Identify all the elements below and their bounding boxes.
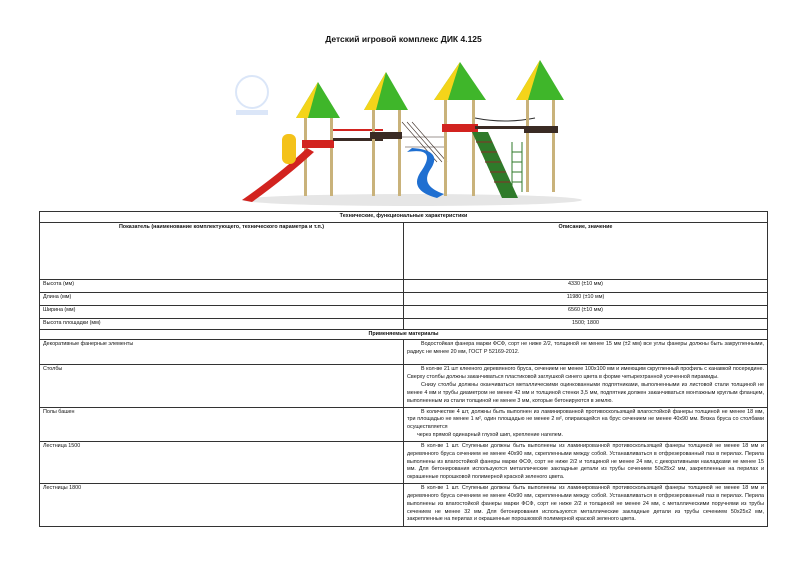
material-paragraph: Водостойкая фанера марки ФСФ, сорт не ниже 2/2, толщиной не менее 15 мм (±2 мм) все углы фанеры должны быть закругленными, радиус не менее 20 мм, ГОСТ Р 52169-2012.: [407, 341, 764, 356]
table-row: [40, 365, 768, 407]
table-row: [40, 340, 768, 365]
materials-header: Применяемые материалы: [40, 329, 768, 340]
spec-table: [39, 211, 768, 527]
material-paragraph: В кол-ве 21 шт клееного деревянного бруса, сечением не менее 100х100 мм и имеющим скругленный профиль с канавкой посередине. Сверху столбы должны заканчиваться пластиковой заглушкой синего цвета в форме четырехгранной усеченной пирамиды.: [407, 366, 764, 381]
spec-value: 4330 (±10 мм): [404, 279, 768, 292]
col-desc-header: Описание, значение: [404, 222, 768, 279]
table-row: [40, 305, 768, 318]
table-row: [40, 407, 768, 441]
section-tech-header-row: [40, 212, 768, 223]
section-materials-header-row: [40, 329, 768, 340]
material-paragraph: Снизу столбы должны оканчиваться металлическими оцинкованными подпятниками, выполненными из листовой стали толщиной не менее 4 мм и трубы диаметром не менее 42 мм и толщиной стенки 3,5 мм, подпятник должен заканчиваться монтажным круглым фланцем, выполненным из стали толщиной не менее 3 мм, которые бетонируются в землю.: [407, 382, 764, 404]
spec-label: Длина (мм): [40, 292, 404, 305]
tower-center-left: [364, 72, 408, 196]
table-row: [40, 484, 768, 527]
spec-label: Ширина (мм): [40, 305, 404, 318]
material-paragraph: В кол-ве 1 шт. Ступеньки должны быть выполнены из ламинированной противоскользящей фанеры толщиной не менее 18 мм и деревянного бруса сечением не менее 40х90 мм, скрепленными между собой. Устанавливаться в отфрезерованный паз в перилах. Перила выполнены из влагостойкой фанеры марки ФСФ, сорт не ниже 2/2 и толщиной не менее 24 мм, с металлическими поручнями из трубы сечением не менее 32 мм. Для бетонирования используются металлические закладные детали из трубы сечением 50х25х2 мм, закрепленные на перилах и окрашенные порошковой полимерной краской зеленого цвета.: [407, 485, 764, 523]
material-paragraph: через прямой одинарный глухой шип, крепление нагелем.: [417, 432, 563, 439]
table-row: [40, 318, 768, 329]
material-label: Лестницы 1800: [40, 484, 404, 527]
material-description: [404, 441, 768, 483]
spec-value: 1500; 1800: [404, 318, 768, 329]
material-description: [404, 407, 768, 441]
material-description: [404, 340, 768, 365]
col-param-header: Показатель (наименование комплектующего, технического параметра и т.п.): [40, 222, 404, 279]
material-description: [404, 484, 768, 527]
material-label: Лестница 1500: [40, 441, 404, 483]
material-label: Декоративные фанерные элементы: [40, 340, 404, 365]
column-header-row: [40, 222, 768, 279]
tech-header: Технические, функциональные характеристики: [40, 212, 768, 223]
playground-complex-illustration: [222, 52, 582, 208]
spec-value: 11980 (±10 мм): [404, 292, 768, 305]
table-row: [40, 279, 768, 292]
material-paragraph: В кол-ве 1 шт. Ступеньки должны быть выполнены из ламинированной противоскользящей фанеры толщиной не менее 18 мм и деревянного бруса сечением не менее 40х90 мм, скрепленными между собой. Устанавливаться в отфрезерованный паз в перилах. Перила выполнены из влагостойкой фанеры марки ФСФ, сорт не ниже 2/2 и толщиной не менее 24 мм, с декоративными накладками не менее 15 мм. Для бетонирования используются металлические закладные детали из трубы сечением 50х25х2 мм, закрепленные на перилах и окрашенные порошковой полимерной краской зеленого цвета.: [407, 442, 764, 481]
document-title: Детский игровой комплекс ДИК 4.125: [325, 34, 482, 44]
spec-label: Высота площадки (мм): [40, 318, 404, 329]
material-label: Полы башен: [40, 407, 404, 441]
table-row: [40, 292, 768, 305]
spec-label: Высота (мм): [40, 279, 404, 292]
table-row: [40, 441, 768, 483]
spec-value: 6560 (±10 мм): [404, 305, 768, 318]
material-paragraph: В количестве 4 шт, должны быть выполнен из ламинированной противоскользящей влагостойкой фанеры толщиной не менее 18 мм, три площадью не менее 1 м², один площадью не менее 2 м², опирающейся на брус сечением не менее 40х90 мм. Вязка бруса со столбами осуществляется: [407, 408, 764, 431]
material-description: [404, 365, 768, 407]
material-label: Столбы: [40, 365, 404, 407]
